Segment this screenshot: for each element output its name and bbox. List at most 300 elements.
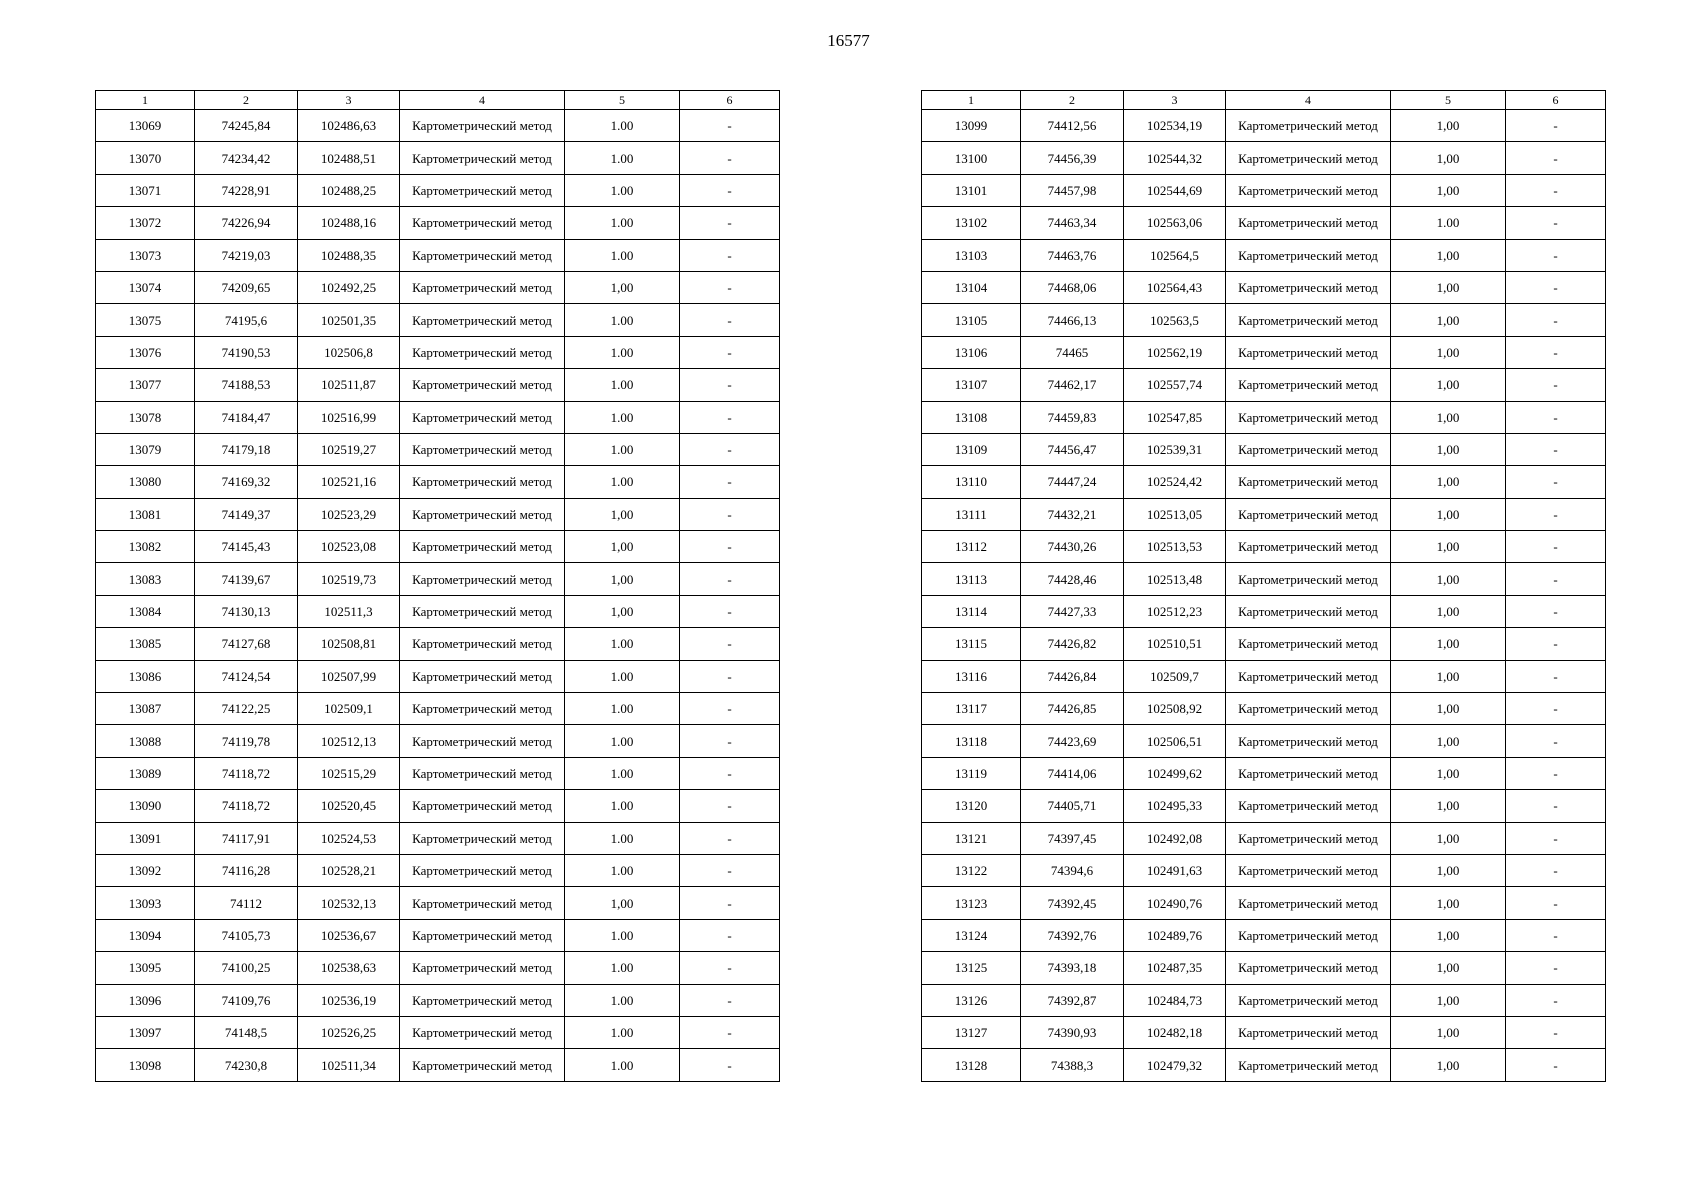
point-number-cell: 13125 xyxy=(922,952,1021,984)
y-coordinate-cell: 102510,51 xyxy=(1124,628,1226,660)
point-number-cell: 13080 xyxy=(96,466,195,498)
table-row xyxy=(922,660,1606,692)
description-cell: - xyxy=(680,110,780,142)
method-cell: Картометрический метод xyxy=(400,822,565,854)
point-number-cell: 13097 xyxy=(96,1016,195,1048)
point-number-cell: 13124 xyxy=(922,919,1021,951)
method-cell: Картометрический метод xyxy=(1226,271,1391,303)
point-number-cell: 13094 xyxy=(96,919,195,951)
x-coordinate-cell: 74432,21 xyxy=(1021,498,1124,530)
description-cell: - xyxy=(1506,595,1606,627)
description-cell: - xyxy=(1506,433,1606,465)
description-cell: - xyxy=(680,595,780,627)
description-cell: - xyxy=(680,433,780,465)
y-coordinate-cell: 102536,67 xyxy=(298,919,400,951)
x-coordinate-cell: 74465 xyxy=(1021,336,1124,368)
description-cell: - xyxy=(680,563,780,595)
accuracy-cell: 1.00 xyxy=(565,660,680,692)
table-row xyxy=(96,854,780,886)
x-coordinate-cell: 74179,18 xyxy=(195,433,298,465)
y-coordinate-cell: 102511,3 xyxy=(298,595,400,627)
accuracy-cell: 1.00 xyxy=(565,304,680,336)
table-row xyxy=(96,790,780,822)
table-row xyxy=(922,595,1606,627)
method-cell: Картометрический метод xyxy=(1226,174,1391,206)
y-coordinate-cell: 102557,74 xyxy=(1124,369,1226,401)
method-cell: Картометрический метод xyxy=(400,142,565,174)
accuracy-cell: 1,00 xyxy=(1391,822,1506,854)
x-coordinate-cell: 74427,33 xyxy=(1021,595,1124,627)
description-cell: - xyxy=(680,401,780,433)
table-row xyxy=(922,1049,1606,1081)
y-coordinate-cell: 102519,73 xyxy=(298,563,400,595)
description-cell: - xyxy=(1506,498,1606,530)
table-row xyxy=(96,595,780,627)
accuracy-cell: 1,00 xyxy=(1391,919,1506,951)
x-coordinate-cell: 74392,87 xyxy=(1021,984,1124,1016)
description-cell: - xyxy=(680,790,780,822)
accuracy-cell: 1.00 xyxy=(565,1016,680,1048)
method-cell: Картометрический метод xyxy=(400,401,565,433)
method-cell: Картометрический метод xyxy=(400,919,565,951)
y-coordinate-cell: 102490,76 xyxy=(1124,887,1226,919)
accuracy-cell: 1.00 xyxy=(565,369,680,401)
accuracy-cell: 1,00 xyxy=(1391,563,1506,595)
table-row xyxy=(922,790,1606,822)
table-row xyxy=(922,466,1606,498)
accuracy-cell: 1,00 xyxy=(1391,725,1506,757)
coordinates-table-left xyxy=(95,90,780,1082)
column-header: 4 xyxy=(400,91,565,110)
table-row xyxy=(922,887,1606,919)
y-coordinate-cell: 102495,33 xyxy=(1124,790,1226,822)
x-coordinate-cell: 74190,53 xyxy=(195,336,298,368)
method-cell: Картометрический метод xyxy=(1226,110,1391,142)
table-row xyxy=(922,207,1606,239)
table-row xyxy=(96,757,780,789)
accuracy-cell: 1.00 xyxy=(565,466,680,498)
method-cell: Картометрический метод xyxy=(1226,790,1391,822)
description-cell: - xyxy=(1506,271,1606,303)
accuracy-cell: 1,00 xyxy=(1391,854,1506,886)
accuracy-cell: 1.00 xyxy=(565,693,680,725)
point-number-cell: 13115 xyxy=(922,628,1021,660)
y-coordinate-cell: 102564,43 xyxy=(1124,271,1226,303)
y-coordinate-cell: 102509,1 xyxy=(298,693,400,725)
x-coordinate-cell: 74428,46 xyxy=(1021,563,1124,595)
point-number-cell: 13112 xyxy=(922,531,1021,563)
x-coordinate-cell: 74423,69 xyxy=(1021,725,1124,757)
accuracy-cell: 1.00 xyxy=(565,1049,680,1081)
accuracy-cell: 1,00 xyxy=(565,563,680,595)
table-row xyxy=(96,984,780,1016)
point-number-cell: 13077 xyxy=(96,369,195,401)
point-number-cell: 13107 xyxy=(922,369,1021,401)
y-coordinate-cell: 102487,35 xyxy=(1124,952,1226,984)
column-header: 3 xyxy=(298,91,400,110)
y-coordinate-cell: 102512,23 xyxy=(1124,595,1226,627)
y-coordinate-cell: 102516,99 xyxy=(298,401,400,433)
method-cell: Картометрический метод xyxy=(400,887,565,919)
x-coordinate-cell: 74397,45 xyxy=(1021,822,1124,854)
point-number-cell: 13083 xyxy=(96,563,195,595)
x-coordinate-cell: 74394,6 xyxy=(1021,854,1124,886)
y-coordinate-cell: 102536,19 xyxy=(298,984,400,1016)
method-cell: Картометрический метод xyxy=(400,984,565,1016)
y-coordinate-cell: 102509,7 xyxy=(1124,660,1226,692)
table-row xyxy=(96,952,780,984)
x-coordinate-cell: 74105,73 xyxy=(195,919,298,951)
accuracy-cell: 1.00 xyxy=(565,854,680,886)
point-number-cell: 13100 xyxy=(922,142,1021,174)
method-cell: Картометрический метод xyxy=(1226,660,1391,692)
method-cell: Картометрический метод xyxy=(400,563,565,595)
y-coordinate-cell: 102484,73 xyxy=(1124,984,1226,1016)
table-row xyxy=(96,110,780,142)
table-row xyxy=(96,660,780,692)
x-coordinate-cell: 74184,47 xyxy=(195,401,298,433)
y-coordinate-cell: 102489,76 xyxy=(1124,919,1226,951)
x-coordinate-cell: 74219,03 xyxy=(195,239,298,271)
y-coordinate-cell: 102528,21 xyxy=(298,854,400,886)
point-number-cell: 13118 xyxy=(922,725,1021,757)
table-row xyxy=(922,725,1606,757)
description-cell: - xyxy=(1506,239,1606,271)
table-row xyxy=(922,952,1606,984)
accuracy-cell: 1,00 xyxy=(565,595,680,627)
y-coordinate-cell: 102544,32 xyxy=(1124,142,1226,174)
x-coordinate-cell: 74230,8 xyxy=(195,1049,298,1081)
accuracy-cell: 1.00 xyxy=(565,174,680,206)
description-cell: - xyxy=(680,725,780,757)
table-row xyxy=(96,239,780,271)
y-coordinate-cell: 102544,69 xyxy=(1124,174,1226,206)
x-coordinate-cell: 74139,67 xyxy=(195,563,298,595)
accuracy-cell: 1.00 xyxy=(565,110,680,142)
accuracy-cell: 1,00 xyxy=(1391,757,1506,789)
point-number-cell: 13090 xyxy=(96,790,195,822)
x-coordinate-cell: 74188,53 xyxy=(195,369,298,401)
table-row xyxy=(922,174,1606,206)
method-cell: Картометрический метод xyxy=(400,660,565,692)
y-coordinate-cell: 102507,99 xyxy=(298,660,400,692)
point-number-cell: 13101 xyxy=(922,174,1021,206)
table-row xyxy=(922,336,1606,368)
y-coordinate-cell: 102508,81 xyxy=(298,628,400,660)
y-coordinate-cell: 102486,63 xyxy=(298,110,400,142)
accuracy-cell: 1,00 xyxy=(1391,466,1506,498)
method-cell: Картометрический метод xyxy=(1226,304,1391,336)
point-number-cell: 13088 xyxy=(96,725,195,757)
column-header: 4 xyxy=(1226,91,1391,110)
description-cell: - xyxy=(680,1016,780,1048)
point-number-cell: 13071 xyxy=(96,174,195,206)
description-cell: - xyxy=(680,693,780,725)
table-row xyxy=(96,433,780,465)
method-cell: Картометрический метод xyxy=(400,239,565,271)
x-coordinate-cell: 74466,13 xyxy=(1021,304,1124,336)
table-row xyxy=(96,401,780,433)
description-cell: - xyxy=(1506,757,1606,789)
table-row xyxy=(922,498,1606,530)
method-cell: Картометрический метод xyxy=(400,498,565,530)
point-number-cell: 13096 xyxy=(96,984,195,1016)
y-coordinate-cell: 102488,35 xyxy=(298,239,400,271)
x-coordinate-cell: 74456,39 xyxy=(1021,142,1124,174)
table-row xyxy=(922,531,1606,563)
point-number-cell: 13079 xyxy=(96,433,195,465)
table-row xyxy=(96,1016,780,1048)
y-coordinate-cell: 102506,51 xyxy=(1124,725,1226,757)
method-cell: Картометрический метод xyxy=(400,207,565,239)
point-number-cell: 13122 xyxy=(922,854,1021,886)
accuracy-cell: 1,00 xyxy=(1391,174,1506,206)
table-row xyxy=(96,563,780,595)
y-coordinate-cell: 102511,87 xyxy=(298,369,400,401)
accuracy-cell: 1,00 xyxy=(1391,336,1506,368)
table-row xyxy=(96,142,780,174)
accuracy-cell: 1,00 xyxy=(1391,433,1506,465)
point-number-cell: 13085 xyxy=(96,628,195,660)
x-coordinate-cell: 74127,68 xyxy=(195,628,298,660)
coordinates-table-right xyxy=(921,90,1606,1082)
y-coordinate-cell: 102564,5 xyxy=(1124,239,1226,271)
point-number-cell: 13110 xyxy=(922,466,1021,498)
x-coordinate-cell: 74405,71 xyxy=(1021,790,1124,822)
method-cell: Картометрический метод xyxy=(1226,336,1391,368)
accuracy-cell: 1,00 xyxy=(1391,304,1506,336)
x-coordinate-cell: 74112 xyxy=(195,887,298,919)
point-number-cell: 13069 xyxy=(96,110,195,142)
x-coordinate-cell: 74195,6 xyxy=(195,304,298,336)
method-cell: Картометрический метод xyxy=(1226,563,1391,595)
accuracy-cell: 1.00 xyxy=(565,984,680,1016)
description-cell: - xyxy=(680,887,780,919)
accuracy-cell: 1,00 xyxy=(1391,271,1506,303)
y-coordinate-cell: 102521,16 xyxy=(298,466,400,498)
y-coordinate-cell: 102563,5 xyxy=(1124,304,1226,336)
accuracy-cell: 1.00 xyxy=(565,433,680,465)
point-number-cell: 13113 xyxy=(922,563,1021,595)
description-cell: - xyxy=(1506,466,1606,498)
column-header: 1 xyxy=(922,91,1021,110)
x-coordinate-cell: 74388,3 xyxy=(1021,1049,1124,1081)
method-cell: Картометрический метод xyxy=(400,1016,565,1048)
x-coordinate-cell: 74130,13 xyxy=(195,595,298,627)
method-cell: Картометрический метод xyxy=(1226,531,1391,563)
description-cell: - xyxy=(680,1049,780,1081)
table-row xyxy=(922,1016,1606,1048)
y-coordinate-cell: 102482,18 xyxy=(1124,1016,1226,1048)
x-coordinate-cell: 74426,84 xyxy=(1021,660,1124,692)
point-number-cell: 13105 xyxy=(922,304,1021,336)
method-cell: Картометрический метод xyxy=(1226,207,1391,239)
x-coordinate-cell: 74463,34 xyxy=(1021,207,1124,239)
accuracy-cell: 1.00 xyxy=(565,952,680,984)
method-cell: Картометрический метод xyxy=(1226,142,1391,174)
y-coordinate-cell: 102563,06 xyxy=(1124,207,1226,239)
x-coordinate-cell: 74149,37 xyxy=(195,498,298,530)
description-cell: - xyxy=(1506,207,1606,239)
accuracy-cell: 1,00 xyxy=(1391,887,1506,919)
method-cell: Картометрический метод xyxy=(400,854,565,886)
point-number-cell: 13072 xyxy=(96,207,195,239)
x-coordinate-cell: 74234,42 xyxy=(195,142,298,174)
table-body xyxy=(96,110,780,1082)
point-number-cell: 13127 xyxy=(922,1016,1021,1048)
x-coordinate-cell: 74124,54 xyxy=(195,660,298,692)
table-row xyxy=(922,984,1606,1016)
table-row xyxy=(96,531,780,563)
y-coordinate-cell: 102562,19 xyxy=(1124,336,1226,368)
accuracy-cell: 1,00 xyxy=(1391,952,1506,984)
table-row xyxy=(96,919,780,951)
y-coordinate-cell: 102515,29 xyxy=(298,757,400,789)
table-row xyxy=(922,142,1606,174)
description-cell: - xyxy=(680,466,780,498)
method-cell: Картометрический метод xyxy=(400,757,565,789)
y-coordinate-cell: 102499,62 xyxy=(1124,757,1226,789)
point-number-cell: 13082 xyxy=(96,531,195,563)
method-cell: Картометрический метод xyxy=(400,433,565,465)
y-coordinate-cell: 102491,63 xyxy=(1124,854,1226,886)
description-cell: - xyxy=(1506,887,1606,919)
point-number-cell: 13081 xyxy=(96,498,195,530)
accuracy-cell: 1,00 xyxy=(1391,498,1506,530)
table-row xyxy=(922,563,1606,595)
accuracy-cell: 1.00 xyxy=(565,790,680,822)
point-number-cell: 13114 xyxy=(922,595,1021,627)
point-number-cell: 13086 xyxy=(96,660,195,692)
y-coordinate-cell: 102508,92 xyxy=(1124,693,1226,725)
description-cell: - xyxy=(1506,660,1606,692)
accuracy-cell: 1,00 xyxy=(1391,110,1506,142)
description-cell: - xyxy=(1506,110,1606,142)
point-number-cell: 13093 xyxy=(96,887,195,919)
accuracy-cell: 1.00 xyxy=(565,822,680,854)
accuracy-cell: 1,00 xyxy=(565,498,680,530)
x-coordinate-cell: 74122,25 xyxy=(195,693,298,725)
column-header: 1 xyxy=(96,91,195,110)
table-row xyxy=(96,174,780,206)
point-number-cell: 13102 xyxy=(922,207,1021,239)
method-cell: Картометрический метод xyxy=(1226,239,1391,271)
method-cell: Картометрический метод xyxy=(400,693,565,725)
method-cell: Картометрический метод xyxy=(1226,984,1391,1016)
point-number-cell: 13078 xyxy=(96,401,195,433)
y-coordinate-cell: 102519,27 xyxy=(298,433,400,465)
x-coordinate-cell: 74392,76 xyxy=(1021,919,1124,951)
y-coordinate-cell: 102488,51 xyxy=(298,142,400,174)
accuracy-cell: 1,00 xyxy=(1391,1016,1506,1048)
description-cell: - xyxy=(680,271,780,303)
description-cell: - xyxy=(1506,984,1606,1016)
x-coordinate-cell: 74457,98 xyxy=(1021,174,1124,206)
accuracy-cell: 1,00 xyxy=(565,271,680,303)
method-cell: Картометрический метод xyxy=(1226,1049,1391,1081)
description-cell: - xyxy=(1506,531,1606,563)
description-cell: - xyxy=(680,822,780,854)
point-number-cell: 13089 xyxy=(96,757,195,789)
point-number-cell: 13087 xyxy=(96,693,195,725)
accuracy-cell: 1,00 xyxy=(1391,1049,1506,1081)
table-row xyxy=(96,693,780,725)
x-coordinate-cell: 74393,18 xyxy=(1021,952,1124,984)
description-cell: - xyxy=(680,660,780,692)
table-row xyxy=(96,887,780,919)
table-row xyxy=(96,271,780,303)
method-cell: Картометрический метод xyxy=(400,304,565,336)
y-coordinate-cell: 102488,16 xyxy=(298,207,400,239)
table-body xyxy=(922,110,1606,1082)
table-row xyxy=(96,822,780,854)
method-cell: Картометрический метод xyxy=(1226,854,1391,886)
description-cell: - xyxy=(1506,725,1606,757)
x-coordinate-cell: 74228,91 xyxy=(195,174,298,206)
description-cell: - xyxy=(680,142,780,174)
description-cell: - xyxy=(1506,1016,1606,1048)
accuracy-cell: 1,00 xyxy=(1391,628,1506,660)
method-cell: Картометрический метод xyxy=(400,790,565,822)
method-cell: Картометрический метод xyxy=(1226,498,1391,530)
x-coordinate-cell: 74116,28 xyxy=(195,854,298,886)
description-cell: - xyxy=(680,498,780,530)
x-coordinate-cell: 74426,82 xyxy=(1021,628,1124,660)
description-cell: - xyxy=(680,304,780,336)
method-cell: Картометрический метод xyxy=(1226,595,1391,627)
accuracy-cell: 1,00 xyxy=(1391,693,1506,725)
table-row xyxy=(922,239,1606,271)
accuracy-cell: 1,00 xyxy=(1391,239,1506,271)
method-cell: Картометрический метод xyxy=(400,725,565,757)
table-row xyxy=(96,369,780,401)
table-row xyxy=(96,498,780,530)
page-number: 16577 xyxy=(827,31,870,50)
point-number-cell: 13076 xyxy=(96,336,195,368)
x-coordinate-cell: 74426,85 xyxy=(1021,693,1124,725)
x-coordinate-cell: 74447,24 xyxy=(1021,466,1124,498)
method-cell: Картометрический метод xyxy=(1226,822,1391,854)
point-number-cell: 13099 xyxy=(922,110,1021,142)
x-coordinate-cell: 74412,56 xyxy=(1021,110,1124,142)
method-cell: Картометрический метод xyxy=(400,174,565,206)
point-number-cell: 13106 xyxy=(922,336,1021,368)
accuracy-cell: 1,00 xyxy=(565,531,680,563)
y-coordinate-cell: 102520,45 xyxy=(298,790,400,822)
x-coordinate-cell: 74462,17 xyxy=(1021,369,1124,401)
point-number-cell: 13070 xyxy=(96,142,195,174)
y-coordinate-cell: 102492,25 xyxy=(298,271,400,303)
method-cell: Картометрический метод xyxy=(400,369,565,401)
description-cell: - xyxy=(1506,952,1606,984)
y-coordinate-cell: 102526,25 xyxy=(298,1016,400,1048)
y-coordinate-cell: 102492,08 xyxy=(1124,822,1226,854)
y-coordinate-cell: 102513,05 xyxy=(1124,498,1226,530)
point-number-cell: 13119 xyxy=(922,757,1021,789)
method-cell: Картометрический метод xyxy=(1226,433,1391,465)
point-number-cell: 13091 xyxy=(96,822,195,854)
y-coordinate-cell: 102511,34 xyxy=(298,1049,400,1081)
column-header: 2 xyxy=(195,91,298,110)
column-header: 6 xyxy=(1506,91,1606,110)
x-coordinate-cell: 74145,43 xyxy=(195,531,298,563)
y-coordinate-cell: 102539,31 xyxy=(1124,433,1226,465)
accuracy-cell: 1,00 xyxy=(1391,660,1506,692)
description-cell: - xyxy=(680,369,780,401)
method-cell: Картометрический метод xyxy=(1226,628,1391,660)
description-cell: - xyxy=(680,239,780,271)
point-number-cell: 13108 xyxy=(922,401,1021,433)
